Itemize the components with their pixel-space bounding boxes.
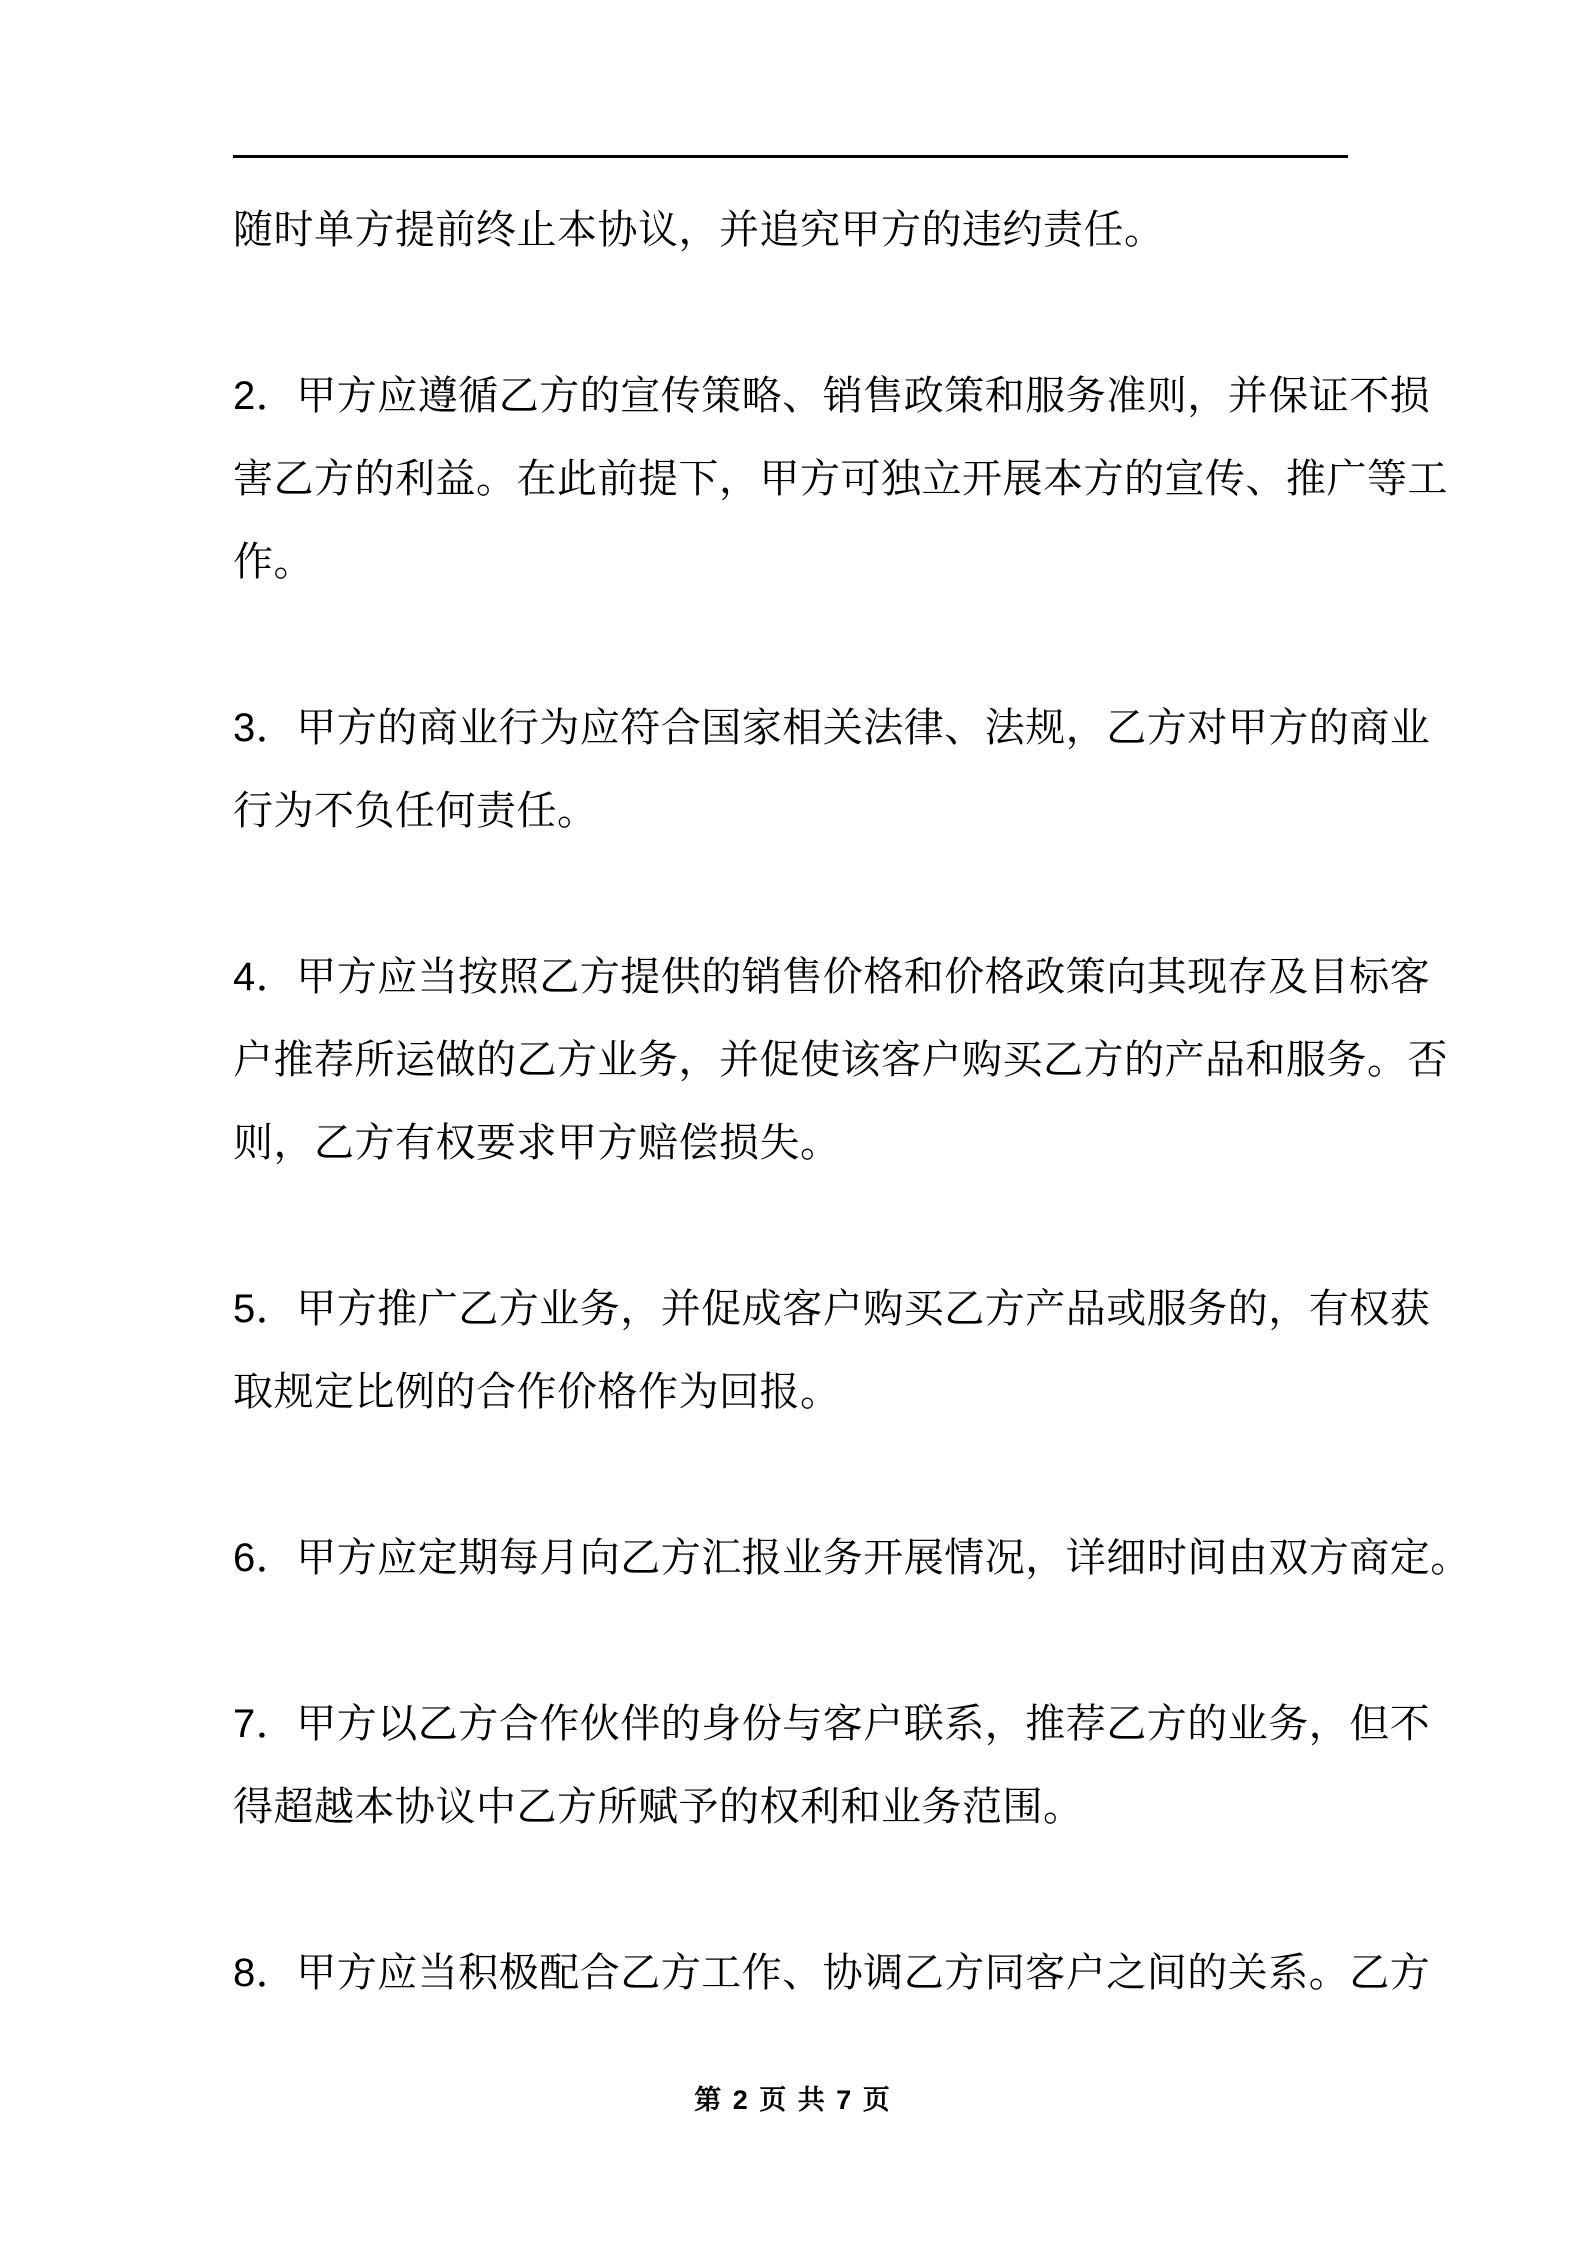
text-line: 行为不负任何责任。 — [233, 789, 598, 833]
text-line: 4．甲方应当按照乙方提供的销售价格和价格政策向其现存及目标客 — [233, 955, 1431, 999]
page-number-footer: 第 2 页 共 7 页 — [694, 2085, 892, 2115]
text-line: 3．甲方的商业行为应符合国家相关法律、法规，乙方对甲方的商业 — [233, 706, 1431, 750]
paragraph — [233, 1517, 1471, 1600]
paragraph — [233, 1683, 1431, 1849]
document-body — [233, 189, 1471, 2015]
text-line: 6．甲方应定期每月向乙方汇报业务开展情况，详细时间由双方商定。 — [233, 1536, 1471, 1580]
paragraph — [233, 1268, 1431, 1434]
text-line: 取规定比例的合作价格作为回报。 — [233, 1370, 841, 1414]
text-line: 2．甲方应遵循乙方的宣传策略、销售政策和服务准则，并保证不损 — [233, 374, 1431, 418]
paragraph — [233, 355, 1448, 604]
paragraph — [233, 687, 1431, 853]
text-line: 5．甲方推广乙方业务，并促成客户购买乙方产品或服务的，有权获 — [233, 1287, 1431, 1331]
text-line: 随时单方提前终止本协议，并追究甲方的违约责任。 — [233, 208, 1165, 252]
text-line: 8．甲方应当积极配合乙方工作、协调乙方同客户之间的关系。乙方 — [233, 1951, 1431, 1995]
text-line: 得超越本协议中乙方所赋予的权利和业务范围。 — [233, 1785, 1084, 1829]
text-line: 7．甲方以乙方合作伙伴的身份与客户联系，推荐乙方的业务，但不 — [233, 1702, 1431, 1746]
text-line: 则，乙方有权要求甲方赔偿损失。 — [233, 1121, 841, 1165]
paragraph — [233, 189, 1353, 272]
text-line: 户推荐所运做的乙方业务，并促使该客户购买乙方的产品和服务。否 — [233, 1038, 1448, 1082]
text-line: 作。 — [233, 540, 314, 584]
paragraph — [233, 1932, 1431, 2015]
text-line: 害乙方的利益。在此前提下，甲方可独立开展本方的宣传、推广等工 — [233, 457, 1448, 501]
paragraph — [233, 936, 1448, 1185]
header-divider-line — [233, 155, 1348, 158]
